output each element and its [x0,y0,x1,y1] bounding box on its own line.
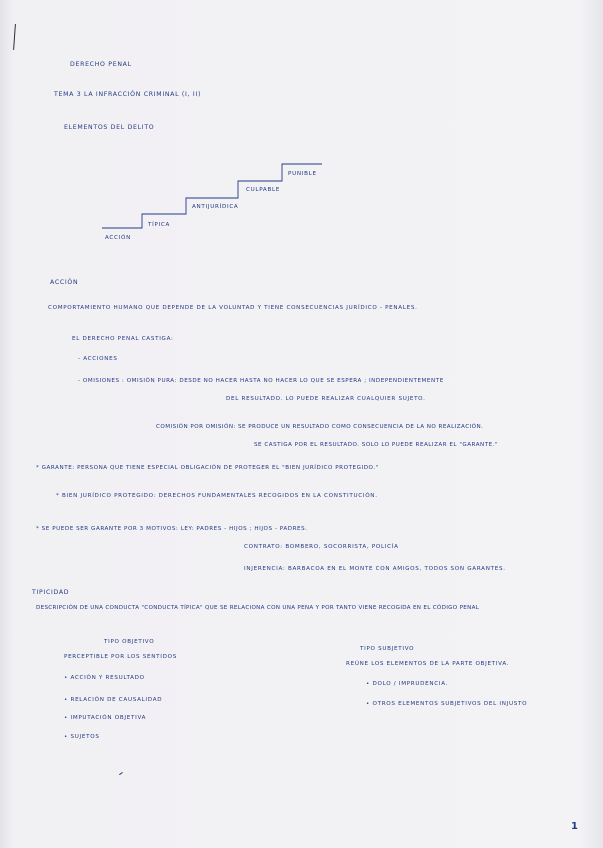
tipo-subjetivo-item: • DOLO / IMPRUDENCIA. [366,681,449,687]
subject-title: DERECHO PENAL [70,61,132,68]
topic-title: TEMA 3 LA INFRACCIÓN CRIMINAL (I, II) [54,91,202,98]
elements-title: ELEMENTOS DEL DELITO [64,124,155,131]
stair-label-culpable: CULPABLE [246,187,281,193]
tipo-subjetivo-title: TIPO SUBJETIVO [360,646,415,652]
stair-label-punible: PUNIBLE [288,171,317,177]
comision-line-2: SE CASTIGA POR EL RESULTADO. SOLO LO PUEDE REALIZAR EL "GARANTE." [254,442,499,448]
garante-definition: * GARANTE: PERSONA QUE TIENE ESPECIAL OBLIGACIÓN DE PROTEGER EL "BIEN JURÍDICO PROTEGIDO." [36,465,379,471]
garante-contrato: CONTRATO: BOMBERO, SOCORRISTA, POLICÍA [244,544,399,550]
omisiones-line-1: - OMISIONES : OMISIÓN PURA: DESDE NO HACER HASTA NO HACER LO QUE SE ESPERA ; INDEPENDIENTEMENTE [78,378,444,384]
tipo-subjetivo-subtitle: REÚNE LOS ELEMENTOS DE LA PARTE OBJETIVA. [346,661,510,667]
page-number: 1 [571,821,579,832]
tipo-subjetivo-item: • OTROS ELEMENTOS SUBJETIVOS DEL INJUSTO [366,701,528,707]
stair-label-accion: ACCIÓN [105,235,131,241]
tipo-objetivo-item: • ACCIÓN Y RESULTADO [64,675,145,681]
garante-injerencia: INJERENCIA: BARBACOA EN EL MONTE CON AMIGOS, TODOS SON GARANTES. [244,566,506,572]
comision-line-1: COMISIÓN POR OMISIÓN: SE PRODUCE UN RESULTADO COMO CONSECUENCIA DE LA NO REALIZACIÓN. [156,424,484,430]
stair-label-tipica: TÍPICA [148,222,171,228]
tipo-objetivo-subtitle: PERCEPTIBLE POR LOS SENTIDOS [64,654,177,660]
tipo-objetivo-item: • SUJETOS [64,734,100,740]
tipo-objetivo-title: TIPO OBJETIVO [104,639,155,645]
tipo-objetivo-item: • IMPUTACIÓN OBJETIVA [64,715,147,721]
omisiones-line-2: DEL RESULTADO. LO PUEDE REALIZAR CUALQUIER SUJETO. [226,396,426,402]
accion-definition: COMPORTAMIENTO HUMANO QUE DEPENDE DE LA VOLUNTAD Y TIENE CONSECUENCIAS JURÍDICO - PENALES. [48,305,418,311]
garante-motivos: * SE PUEDE SER GARANTE POR 3 MOTIVOS: LEY: PADRES - HIJOS ; HIJOS - PADRES. [36,526,308,532]
accion-heading: ACCIÓN [50,279,79,286]
castiga-label: EL DERECHO PENAL CASTIGA: [72,336,174,342]
bien-juridico-note: * BIEN JURÍDICO PROTEGIDO: DERECHOS FUNDAMENTALES RECOGIDOS EN LA CONSTITUCIÓN. [56,493,378,499]
tipicidad-definition: DESCRIPCIÓN DE UNA CONDUCTA "CONDUCTA TÍPICA" QUE SE RELACIONA CON UNA PENA Y POR TANTO VIENE RECOGIDA EN EL CÓDIGO PENAL [36,605,480,611]
tipo-objetivo-item: • RELACIÓN DE CAUSALIDAD [64,697,163,703]
stair-label-antijuridica: ANTIJURÍDICA [192,204,239,210]
tipicidad-heading: TIPICIDAD [32,589,70,596]
acciones-item: - ACCIONES [78,356,118,362]
